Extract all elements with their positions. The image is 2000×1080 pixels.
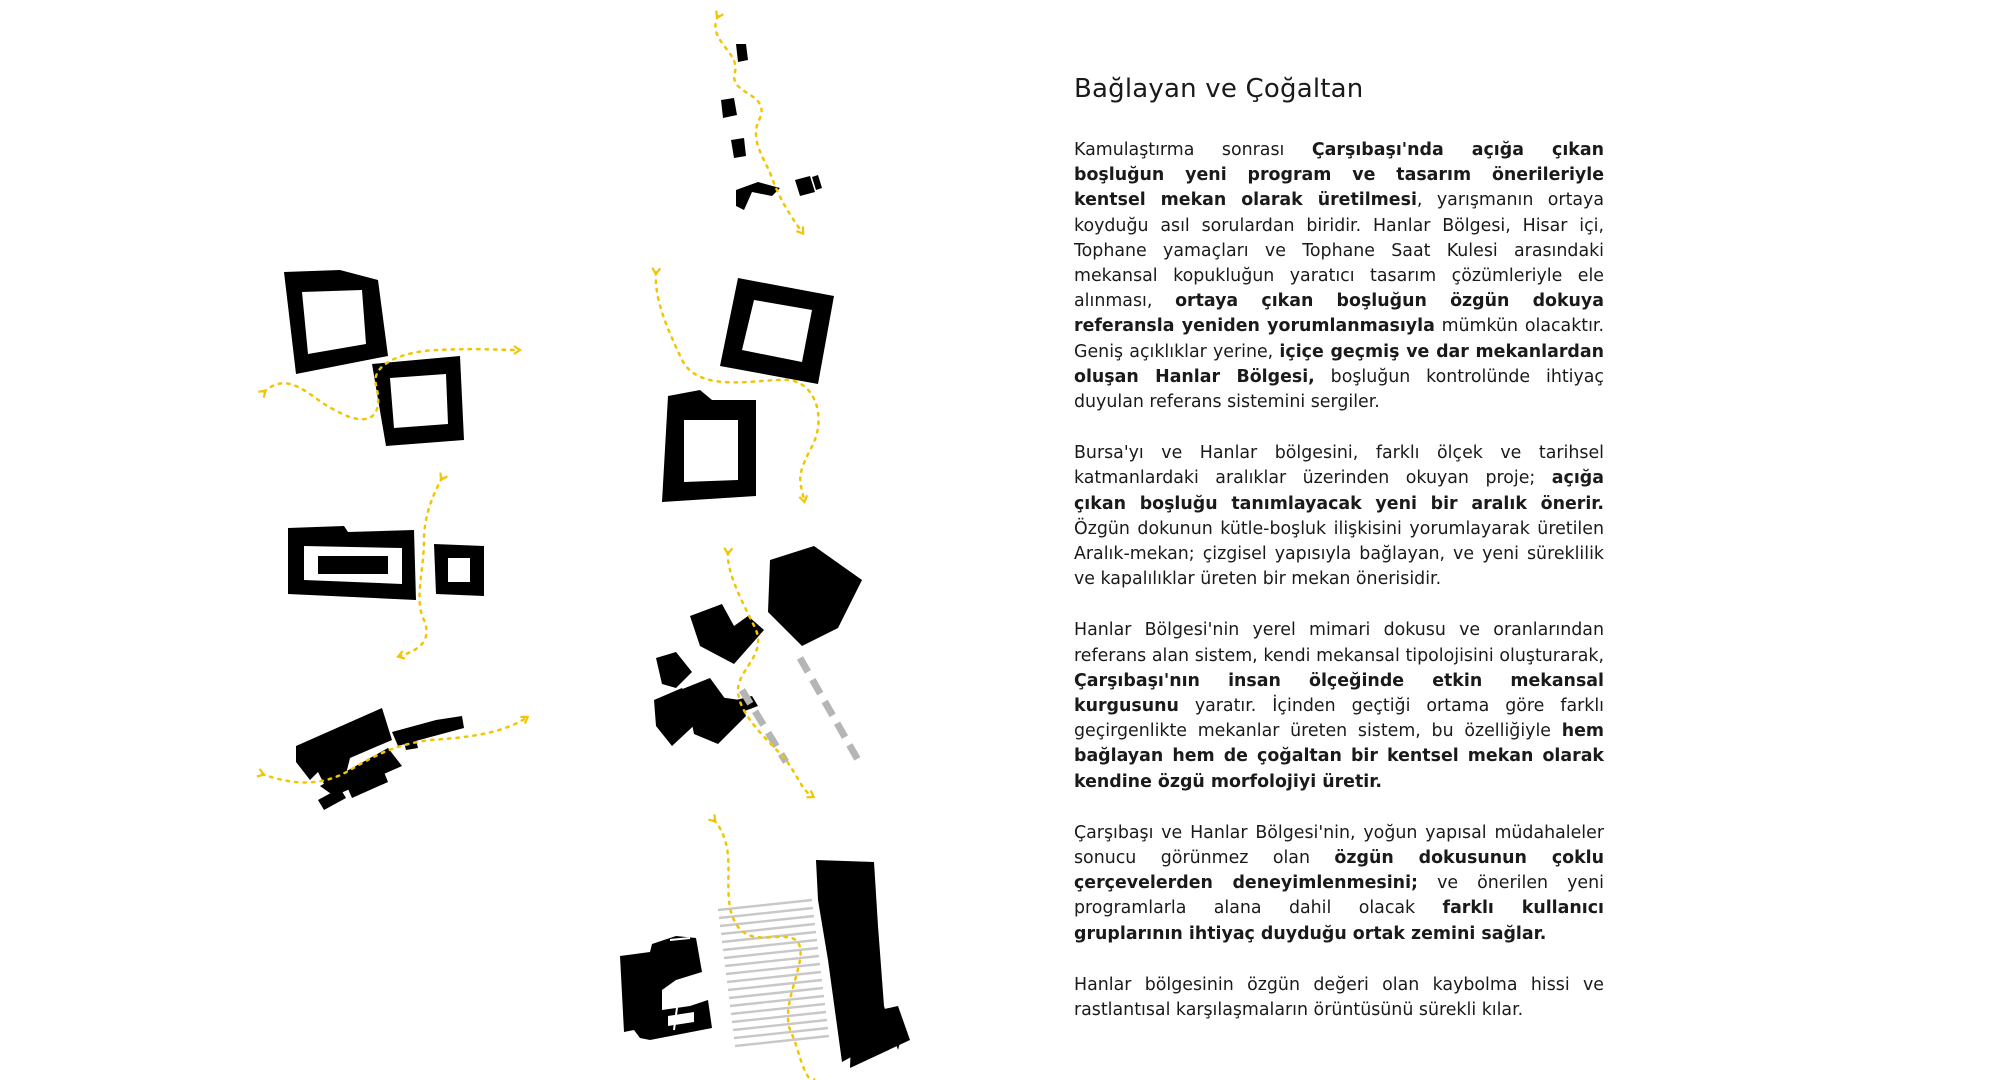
paragraph-4	[1074, 821, 1604, 947]
text-run: , yarışmanın ortaya koyduğu asıl sorulardan biridir. Hanlar Bölgesi, Hisar içi, Tophane yamaçları ve Tophane Saat Kulesi arasındaki mekansal kopukluğun yaratıcı tasarım çözümleriyle ele alınması,	[1074, 190, 1604, 312]
diagram-top-cluster	[715, 16, 822, 232]
emphasis-run: farklı kullanıcı gruplarının ihtiyaç duyduğu ortak zemini sağlar.	[1074, 898, 1604, 944]
diagram-left-linear	[262, 708, 526, 810]
emphasis-run: Çarşıbaşı'nda açığa çıkan boşluğun yeni program ve tasarım önerileriyle kentsel mekan olarak üretilmesi	[1074, 140, 1604, 211]
diagram-left-elongated	[288, 478, 484, 656]
text-run: Özgün dokunun kütle-boşluk ilişkisini yorumlayarak üretilen Aralık-mekan; çizgisel yapısıyla bağlayan, ve yeni süreklilik ve kapalılıklar üreten bir mekan önerisidir.	[1074, 518, 1604, 590]
text-run: ve önerilen yeni programlarla alana dahil olacak	[1074, 873, 1604, 919]
text-column	[1074, 74, 1604, 1049]
emphasis-run: açığa çıkan boşluğu tanımlayacak yeni bir aralık önerir.	[1074, 468, 1604, 514]
emphasis-run: hem bağlayan hem de çoğaltan bir kentsel mekan olarak kendine özgü morfolojiyi üretir.	[1074, 721, 1604, 792]
text-run: mümkün olacaktır. Geniş açıklıklar yerine,	[1074, 316, 1604, 362]
emphasis-run: Çarşıbaşı'nın insan ölçeğinde etkin mekansal kurgusunu	[1074, 670, 1604, 717]
text-run: Çarşıbaşı ve Hanlar Bölgesi'nin, yoğun yapısal müdahaleler sonucu görünmez olan	[1074, 822, 1604, 869]
emphasis-run: içiçe geçmiş ve dar mekanlardan oluşan Hanlar Bölgesi,	[1074, 341, 1604, 387]
text-run: boşluğun kontrolünde ihtiyaç duyulan referans sistemini sergiler.	[1074, 366, 1604, 413]
emphasis-run: ortaya çıkan boşluğun özgün dokuya referansla yeniden yorumlanmasıyla	[1074, 291, 1604, 337]
paragraph-5	[1074, 973, 1604, 1023]
emphasis-run: özgün dokusunun çoklu çerçevelerden deneyimlenmesini;	[1074, 848, 1604, 894]
text-run: Hanlar bölgesinin özgün değeri olan kaybolma hissi ve rastlantısal karşılaşmaların örüntüsünü sürekli kılar.	[1074, 974, 1604, 1021]
text-run: Bursa'yı ve Hanlar bölgesini, farklı ölçek ve tarihsel katmanlardaki aralıklar üzerinden okuyan proje;	[1074, 443, 1604, 489]
text-run: Kamulaştırma sonrası	[1074, 140, 1312, 160]
paragraph-2	[1074, 441, 1604, 592]
diagram-right-fragmented	[654, 546, 862, 796]
path-line-top	[715, 16, 802, 232]
diagram-right-bottom	[620, 820, 910, 1080]
diagram-right-courtyards	[656, 272, 834, 502]
paragraph-1	[1074, 138, 1604, 415]
diagram-left-courtyards	[264, 270, 518, 446]
text-run: yaratır. İçinden geçtiği ortama göre farklı geçirgenlikte mekanlar üreten sistem, bu özelliğiyle	[1074, 696, 1604, 742]
page-title: Bağlayan ve Çoğaltan	[1074, 74, 1364, 104]
text-run: Hanlar Bölgesi'nin yerel mimari dokusu ve oranlarından referans alan sistem, kendi mekansal tipolojisini oluşturarak,	[1074, 620, 1604, 666]
paragraph-3	[1074, 618, 1604, 794]
